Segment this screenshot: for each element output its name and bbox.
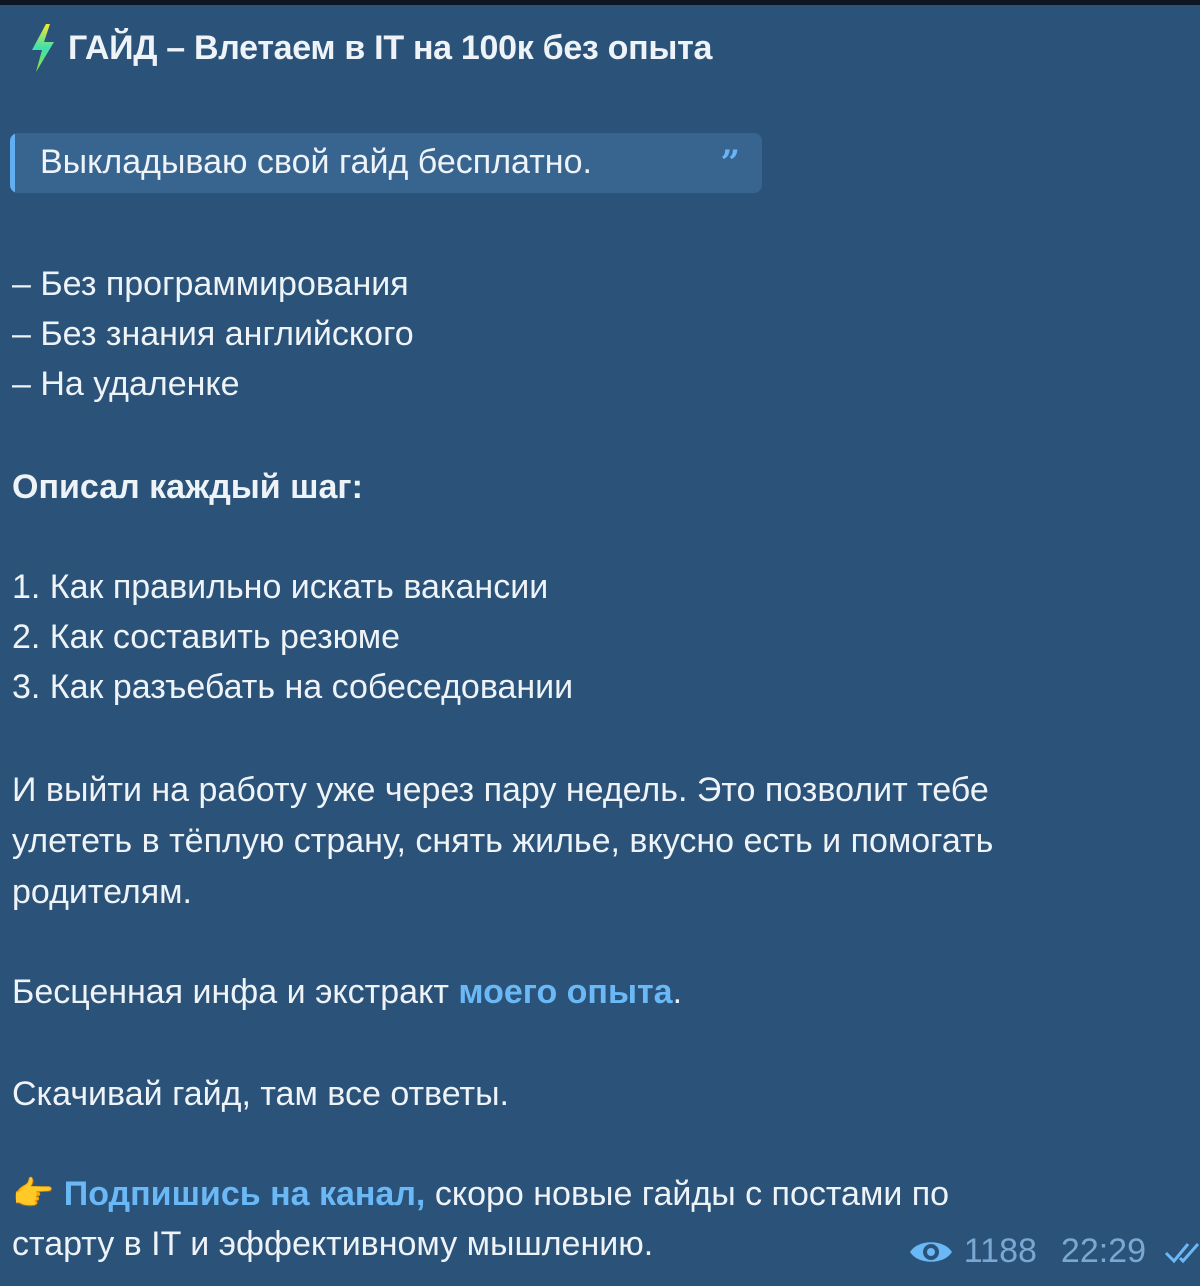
subscribe-line [12, 1169, 949, 1219]
step-item: 3. Как разъебать на собеседовании [12, 668, 574, 706]
double-check-icon [1164, 1238, 1200, 1266]
window-top-border [0, 0, 1200, 5]
value-line [12, 967, 682, 1017]
subscribe-channel-link[interactable]: Подпишись на канал, [63, 1175, 426, 1213]
paragraph-line: И выйти на работу уже через пару недель. Это позволит тебе [12, 771, 989, 809]
bullet-item: – На удаленке [12, 365, 240, 403]
post-title-text: ГАЙД – Влетаем в IT на 100к без опыта [68, 28, 713, 67]
quote-text: Выкладываю свой гайд бесплатно. [40, 143, 592, 181]
experience-link[interactable]: моего опыта [458, 973, 673, 1011]
paragraph-line: улететь в тёплую страну, снять жилье, вкусно есть и помогать [12, 822, 994, 860]
subscribe-rest: скоро новые гайды с постами по [425, 1175, 950, 1213]
pointing-hand-icon: 👉 [12, 1175, 55, 1213]
value-prefix: Бесценная инфа и экстракт [12, 973, 459, 1011]
post-title [30, 24, 712, 72]
message-meta [908, 1232, 1200, 1271]
quote-accent-bar [10, 133, 15, 193]
subscribe-line-2: старту в IT и эффективному мышлению. [12, 1225, 654, 1263]
download-line: Скачивай гайд, там все ответы. [12, 1075, 509, 1113]
lightning-bolt-icon [30, 24, 56, 72]
view-count: 1188 [963, 1232, 1037, 1270]
paragraph-line: родителям. [12, 873, 192, 911]
steps-heading: Описал каждый шаг: [12, 468, 363, 506]
bullet-item: – Без программирования [12, 265, 409, 303]
message-time: 22:29 [1060, 1232, 1146, 1270]
blockquote [10, 133, 762, 193]
value-suffix: . [672, 973, 683, 1011]
eye-icon [908, 1237, 954, 1267]
step-item: 1. Как правильно искать вакансии [12, 568, 549, 606]
quote-mark-icon: ” [720, 143, 740, 183]
step-item: 2. Как составить резюме [12, 618, 401, 656]
bullet-item: – Без знания английского [12, 315, 414, 353]
